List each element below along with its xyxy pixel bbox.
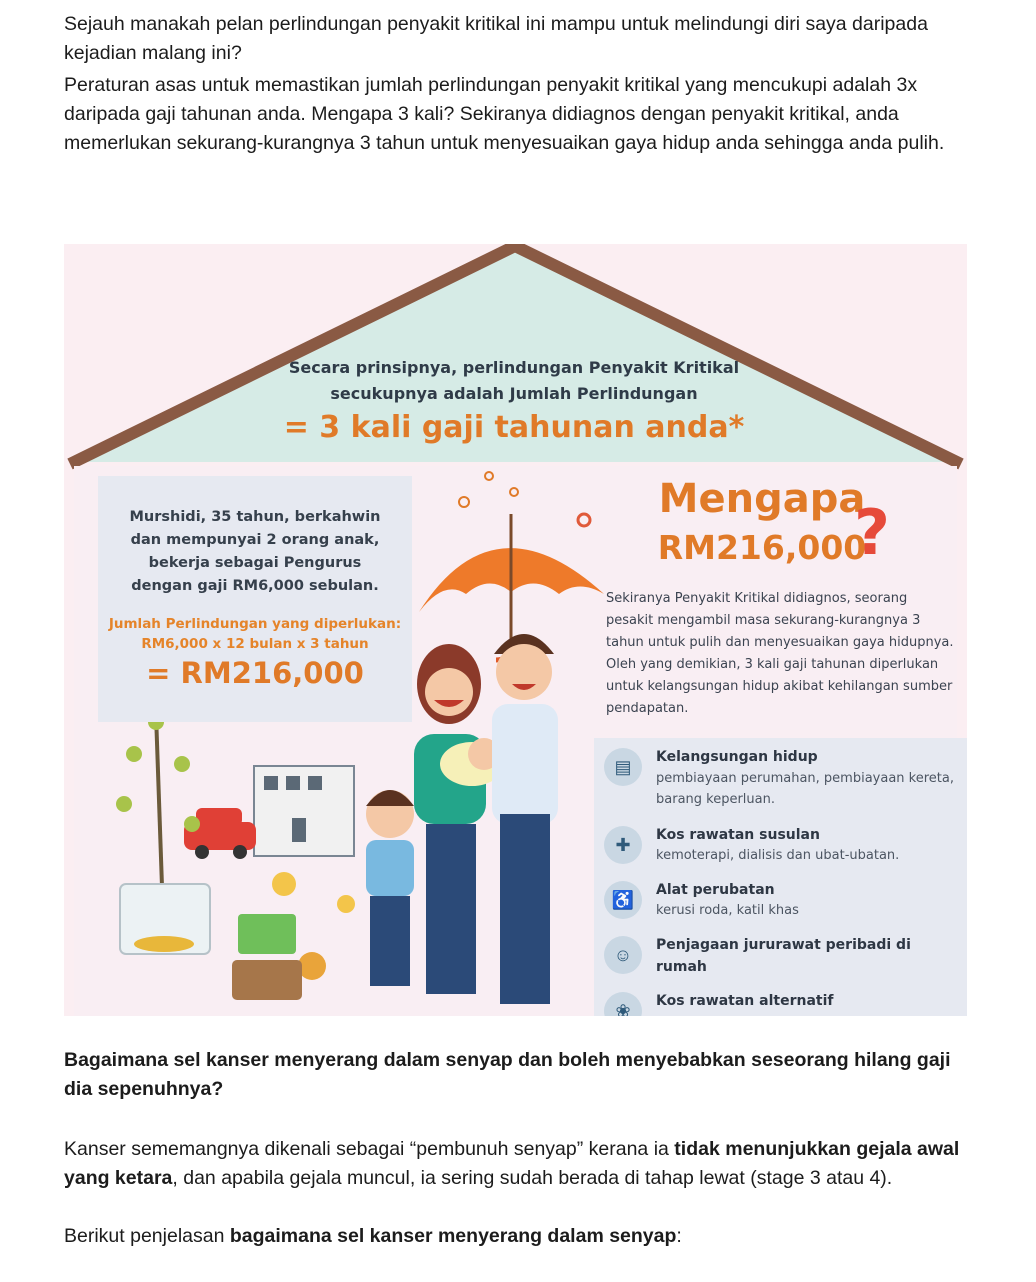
wallet-icon: ▤	[604, 748, 642, 786]
needs-item	[594, 934, 967, 990]
why-panel	[594, 476, 966, 726]
cash-icon	[238, 914, 296, 954]
boy-figure	[366, 790, 414, 986]
needs-title: Kelangsungan hidup	[656, 749, 818, 765]
coin-icon	[298, 952, 326, 980]
small-house-icon	[254, 766, 354, 856]
needs-subtitle: kemoterapi, dialisis dan ubat-ubatan.	[656, 848, 900, 863]
roof-line-1: Secara prinsipnya, perlindungan Penyakit Kritikal	[288, 358, 740, 377]
coin-icon	[272, 872, 296, 896]
needs-title: Alat perubatan	[656, 882, 775, 898]
coverage-formula: RM6,000 x 12 bulan x 3 tahun	[141, 636, 369, 652]
roof-line-2: secukupnya adalah Jumlah Perlindungan	[330, 384, 698, 403]
intro-question: Sejauh manakah pelan perlindungan penyakit kritikal ini mampu untuk melindungi diri saya daripada kejadian malang ini?	[64, 13, 928, 64]
needs-subtitle: pembiayaan perumahan, pembiayaan kereta, barang keperluan.	[656, 771, 954, 807]
body-paragraph-2	[64, 1222, 974, 1251]
intro-answer: Peraturan asas untuk memastikan jumlah perlindungan penyakit kritikal yang mencukupi adalah 3x daripada gaji tahunan anda. Mengapa 3 kali? Sekiranya didiagnos dengan penyakit kritikal, anda memerlukan sekurang-kurangnya 3 tahun untuk menyesuaikan gaya hidup anda sehingga anda pulih.	[64, 74, 945, 154]
body-text: , dan apabila gejala muncul, ia sering sudah berada di tahap lewat (stage 3 atau 4).	[172, 1167, 893, 1189]
question-mark-icon: ?	[854, 496, 890, 569]
why-heading: Mengapa	[658, 476, 866, 522]
coverage-required-label: Jumlah Perlindungan yang diperlukan:	[108, 616, 402, 632]
why-amount: RM216,000	[657, 528, 867, 567]
section-heading: Bagaimana sel kanser menyerang dalam senyap dan boleh menyebabkan seseorang hilang gaji dia sepenuhnya?	[64, 1049, 951, 1100]
needs-item	[594, 879, 967, 935]
example-panel	[98, 476, 412, 722]
body-text: :	[676, 1225, 682, 1247]
example-description	[98, 506, 412, 598]
roof-headline: = 3 kali gaji tahunan anda*	[283, 410, 745, 445]
needs-item	[594, 824, 967, 880]
wallet-icon	[232, 960, 302, 1000]
nurse-icon: ☺	[604, 936, 642, 974]
needs-list	[594, 738, 967, 1016]
needs-title: Penjagaan jururawat peribadi di rumah	[656, 937, 911, 975]
coverage-required	[98, 614, 412, 654]
example-description-text: Murshidi, 35 tahun, berkahwin dan mempunyai 2 orang anak, bekerja sebagai Pengurus dengan gaji RM6,000 sebulan.	[129, 509, 381, 594]
body-emphasis: tidak menunjukkan gejala awal yang ketara	[64, 1138, 960, 1189]
needs-item	[594, 990, 967, 1016]
herb-icon: ❀	[604, 992, 642, 1016]
pill-icon: ✚	[604, 826, 642, 864]
why-explanation: Sekiranya Penyakit Kritikal didiagnos, seorang pesakit mengambil masa sekurang-kurangnya 3 tahun untuk pulih dan menyesuaikan gaya hidupnya. Oleh yang demikian, 3 kali gaji tahunan diperlukan untuk kelangsungan hidup akibat kehilangan sumber pendapatan.	[606, 591, 954, 716]
needs-title: Kos rawatan susulan	[656, 827, 820, 843]
coverage-total: = RM216,000	[146, 656, 364, 690]
body-text: Kanser sememangnya dikenali sebagai “pembunuh senyap” kerana ia	[64, 1138, 675, 1160]
needs-title: Kos rawatan alternatif	[656, 993, 834, 1009]
wheelchair-icon: ♿	[604, 881, 642, 919]
infographic	[64, 244, 967, 1016]
needs-subtitle: kerusi roda, katil khas	[656, 903, 799, 918]
body-text: Berikut penjelasan	[64, 1225, 230, 1247]
body-paragraph-1	[64, 1135, 974, 1193]
coin-icon	[337, 895, 355, 913]
needs-item	[594, 746, 967, 807]
body-emphasis: bagaimana sel kanser menyerang dalam senyap	[229, 1225, 677, 1247]
